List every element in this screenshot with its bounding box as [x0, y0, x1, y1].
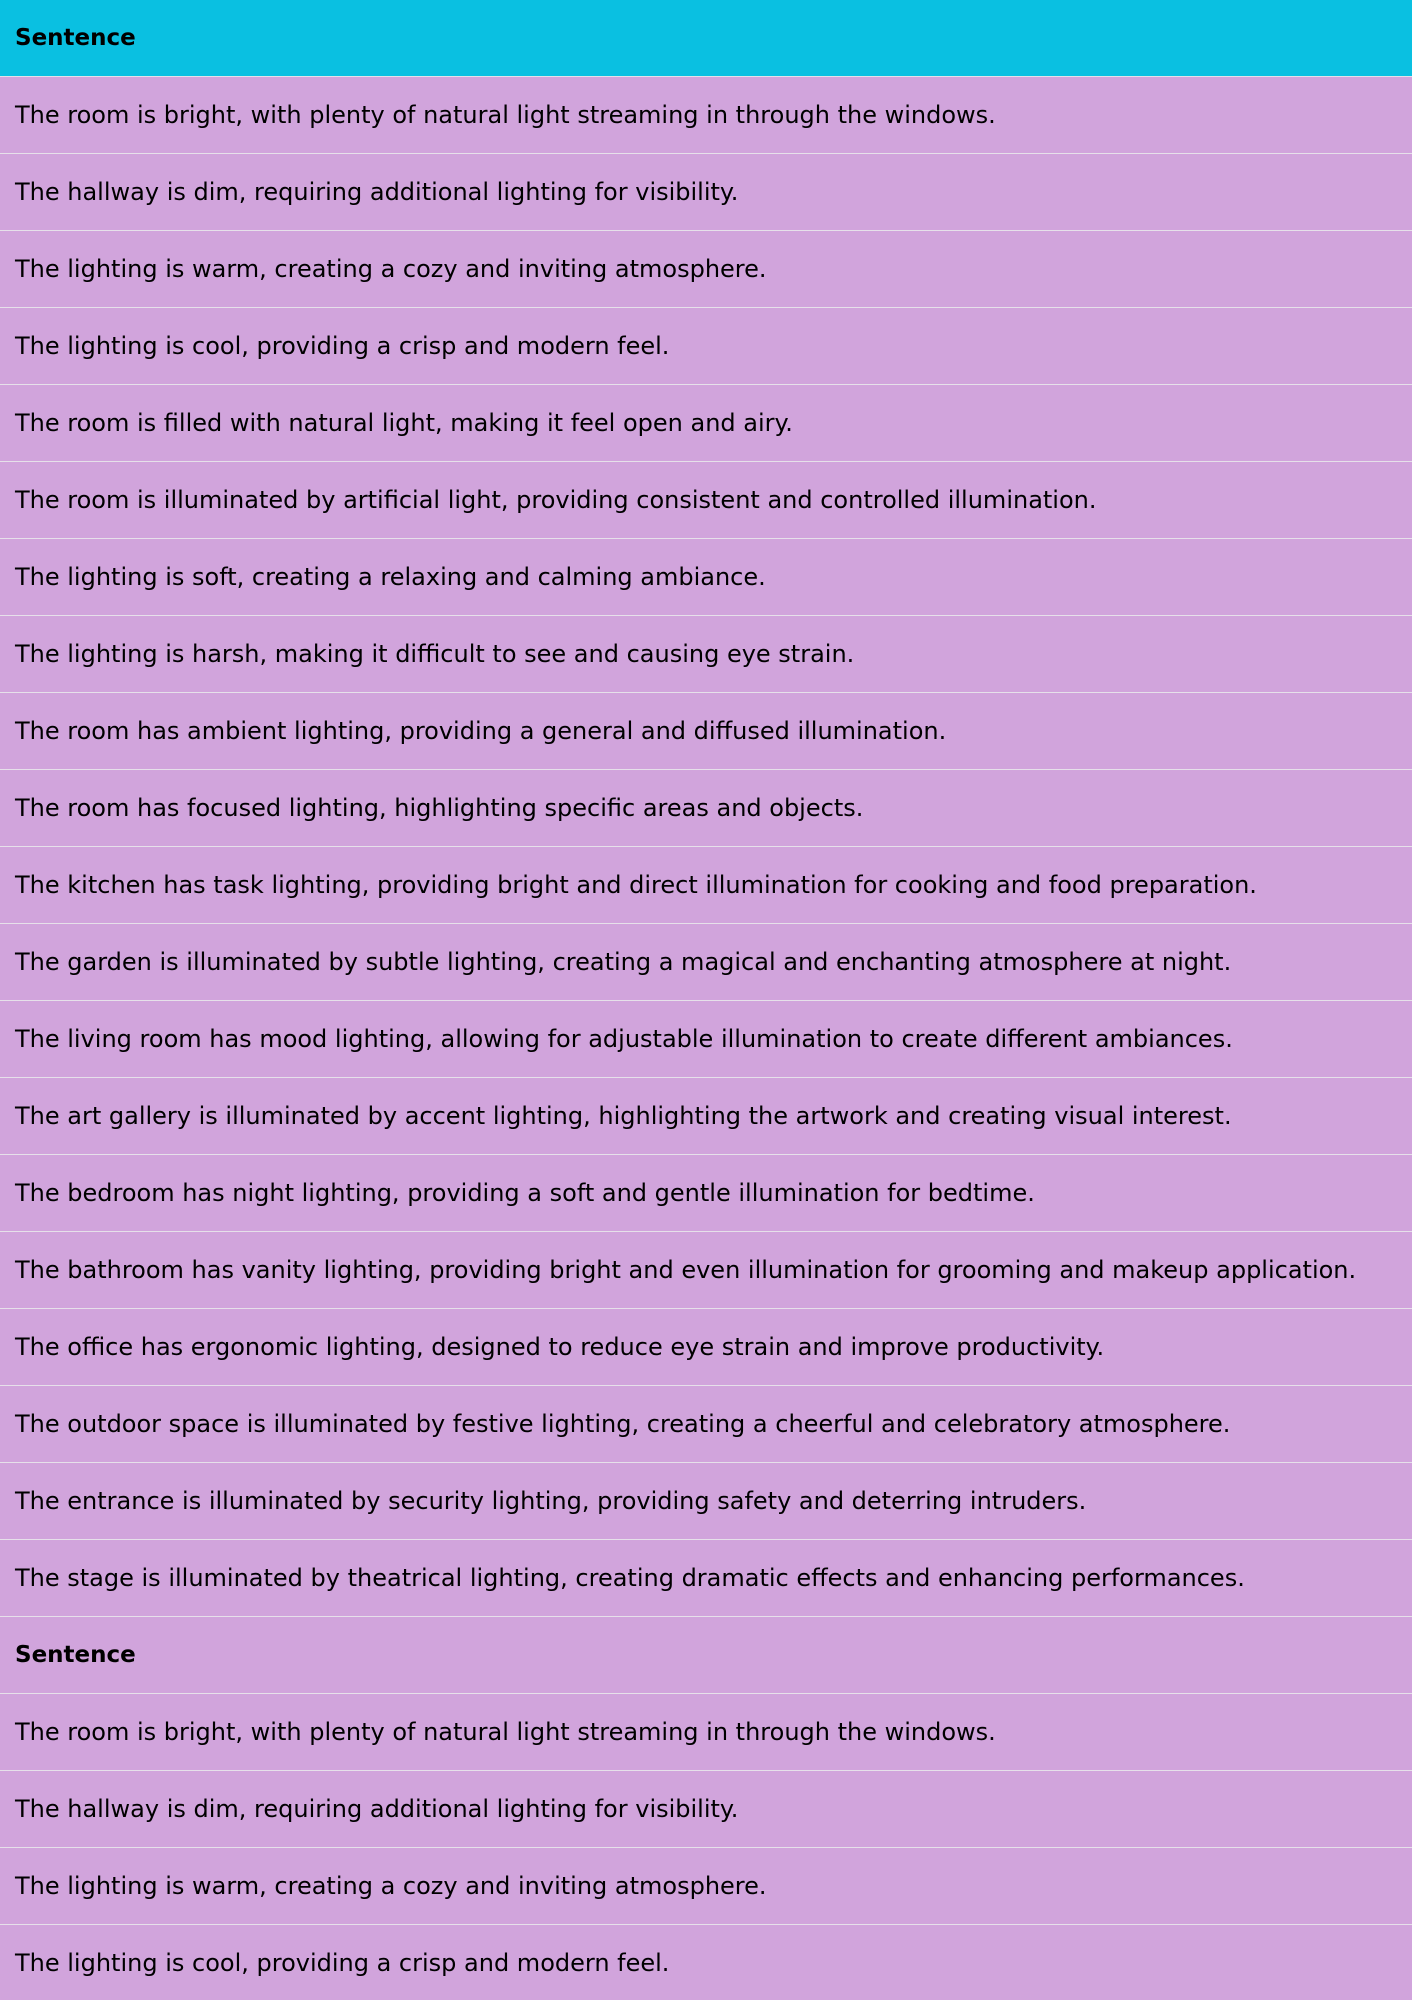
table-cell-sentence: The room is bright, with plenty of natural light streaming in through the windows.	[0, 77, 1413, 154]
table-cell-subheader: Sentence	[0, 1617, 1413, 1694]
table-header	[0, 0, 1413, 77]
table-cell-sentence: The entrance is illuminated by security lighting, providing safety and deterring intruders.	[0, 1463, 1413, 1540]
table-row	[0, 1463, 1413, 1540]
table-cell-sentence: The outdoor space is illuminated by festive lighting, creating a cheerful and celebratory atmosphere.	[0, 1386, 1413, 1463]
table-cell-sentence: The lighting is soft, creating a relaxing and calming ambiance.	[0, 539, 1413, 616]
table-row	[0, 462, 1413, 539]
table-row	[0, 616, 1413, 693]
table-cell-sentence: The living room has mood lighting, allowing for adjustable illumination to create different ambiances.	[0, 1001, 1413, 1078]
table-cell-sentence: The lighting is cool, providing a crisp and modern feel.	[0, 1925, 1413, 2000]
table-cell-sentence: The bedroom has night lighting, providing a soft and gentle illumination for bedtime.	[0, 1155, 1413, 1232]
table-cell-sentence: The art gallery is illuminated by accent lighting, highlighting the artwork and creating visual interest.	[0, 1078, 1413, 1155]
table-row	[0, 1771, 1413, 1848]
table-row	[0, 1232, 1413, 1309]
table-cell-sentence: The bathroom has vanity lighting, providing bright and even illumination for grooming and makeup application.	[0, 1232, 1413, 1309]
table-cell-sentence: The room has focused lighting, highlighting specific areas and objects.	[0, 770, 1413, 847]
table-row	[0, 1925, 1413, 2000]
table-cell-sentence: The kitchen has task lighting, providing bright and direct illumination for cooking and food preparation.	[0, 847, 1413, 924]
table-cell-sentence: The room is filled with natural light, making it feel open and airy.	[0, 385, 1413, 462]
table-row	[0, 693, 1413, 770]
header-row	[0, 0, 1413, 77]
table-cell-sentence: The hallway is dim, requiring additional lighting for visibility.	[0, 154, 1413, 231]
table-cell-sentence: The room is illuminated by artificial light, providing consistent and controlled illumination.	[0, 462, 1413, 539]
table-row	[0, 924, 1413, 1001]
table-cell-sentence: The lighting is warm, creating a cozy and inviting atmosphere.	[0, 1848, 1413, 1925]
table-cell-sentence: The lighting is warm, creating a cozy and inviting atmosphere.	[0, 231, 1413, 308]
table-row	[0, 385, 1413, 462]
table-cell-sentence: The hallway is dim, requiring additional lighting for visibility.	[0, 1771, 1413, 1848]
table-row	[0, 1694, 1413, 1771]
table-row	[0, 1540, 1413, 1617]
table-row	[0, 1386, 1413, 1463]
table-body	[0, 77, 1413, 2000]
table-cell-sentence: The garden is illuminated by subtle lighting, creating a magical and enchanting atmosphere at night.	[0, 924, 1413, 1001]
table-cell-sentence: The office has ergonomic lighting, designed to reduce eye strain and improve productivity.	[0, 1309, 1413, 1386]
table-cell-sentence: The room has ambient lighting, providing a general and diffused illumination.	[0, 693, 1413, 770]
table-row	[0, 1078, 1413, 1155]
table-row	[0, 154, 1413, 231]
table-row	[0, 1309, 1413, 1386]
table-row	[0, 539, 1413, 616]
table-row	[0, 308, 1413, 385]
table-cell-sentence: The lighting is harsh, making it difficult to see and causing eye strain.	[0, 616, 1413, 693]
table-row	[0, 1001, 1413, 1078]
table-row	[0, 1848, 1413, 1925]
table-cell-sentence: The stage is illuminated by theatrical lighting, creating dramatic effects and enhancing performances.	[0, 1540, 1413, 1617]
table-row	[0, 847, 1413, 924]
table-row	[0, 1155, 1413, 1232]
table-row	[0, 1617, 1413, 1694]
column-header-sentence: Sentence	[0, 0, 1413, 77]
table-cell-sentence: The room is bright, with plenty of natural light streaming in through the windows.	[0, 1694, 1413, 1771]
table-row	[0, 77, 1413, 154]
table-row	[0, 231, 1413, 308]
table-cell-sentence: The lighting is cool, providing a crisp and modern feel.	[0, 308, 1413, 385]
table-row	[0, 770, 1413, 847]
